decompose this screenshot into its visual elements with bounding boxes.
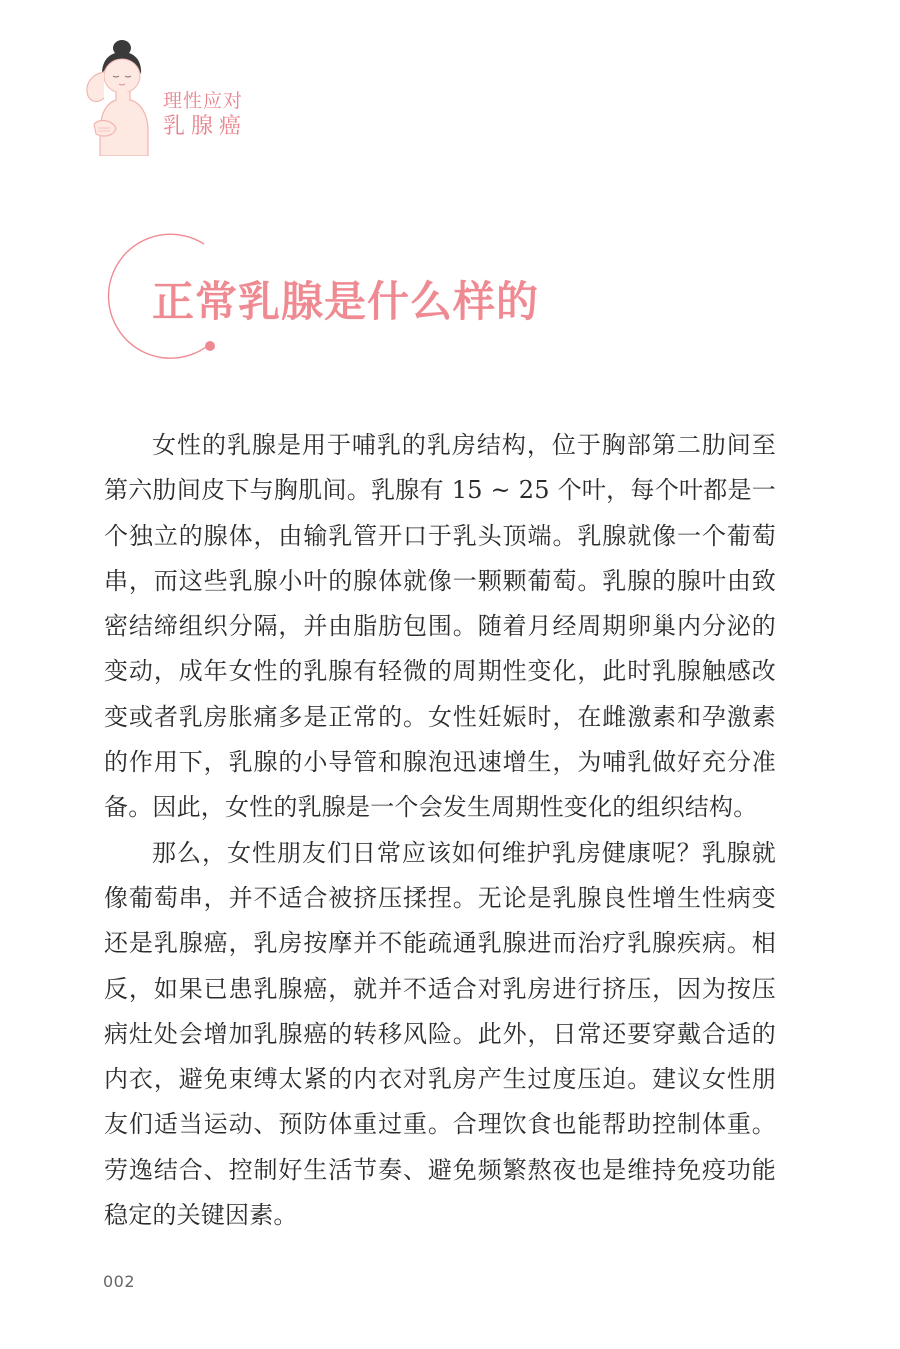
paragraph: 女性的乳腺是用于哺乳的乳房结构，位于胸部第二肋间至第六肋间皮下与胸肌间。乳腺有 15 ~ 25 个叶，每个叶都是一个独立的腺体，由输乳管开口于乳头顶端。乳腺就像一个葡萄串，而这些乳腺小叶的腺体就像一颗颗葡萄。乳腺的腺叶由致密结缔组织分隔，并由脂肪包围。随着月经周期卵巢内分泌的变动，成年女性的乳腺有轻微的周期性变化，此时乳腺触感改变或者乳房胀痛多是正常的。女性妊娠时，在雌激素和孕激素的作用下，乳腺的小导管和腺泡迅速增生，为哺乳做好充分准备。因此，女性的乳腺是一个会发生周期性变化的组织结构。 <box>104 431 776 822</box>
book-title <box>163 90 247 142</box>
book-title-line1: 理性应对 <box>163 90 244 112</box>
page-number: 002 <box>103 1272 136 1291</box>
chapter-heading: 正常乳腺是什么样的 <box>152 277 540 326</box>
book-title-line2: 乳腺癌 <box>163 114 248 139</box>
body-text <box>104 423 776 1238</box>
paragraph: 那么，女性朋友们日常应该如何维护乳房健康呢？乳腺就像葡萄串，并不适合被挤压揉捏。无论是乳腺良性增生性病变还是乳腺癌，乳房按摩并不能疏通乳腺进而治疗乳腺疾病。相反，如果已患乳腺癌，就并不适合对乳房进行挤压，因为按压病灶处会增加乳腺癌的转移风险。此外，日常还要穿戴合适的内衣，避免束缚太紧的内衣对乳房产生过度压迫。建议女性朋友们适当运动、预防体重过重。合理饮食也能帮助控制体重。劳逸结合、控制好生活节奏、避免频繁熬夜也是维持免疫功能稳定的关键因素。 <box>104 838 776 1230</box>
woman-illustration-icon <box>78 38 158 156</box>
